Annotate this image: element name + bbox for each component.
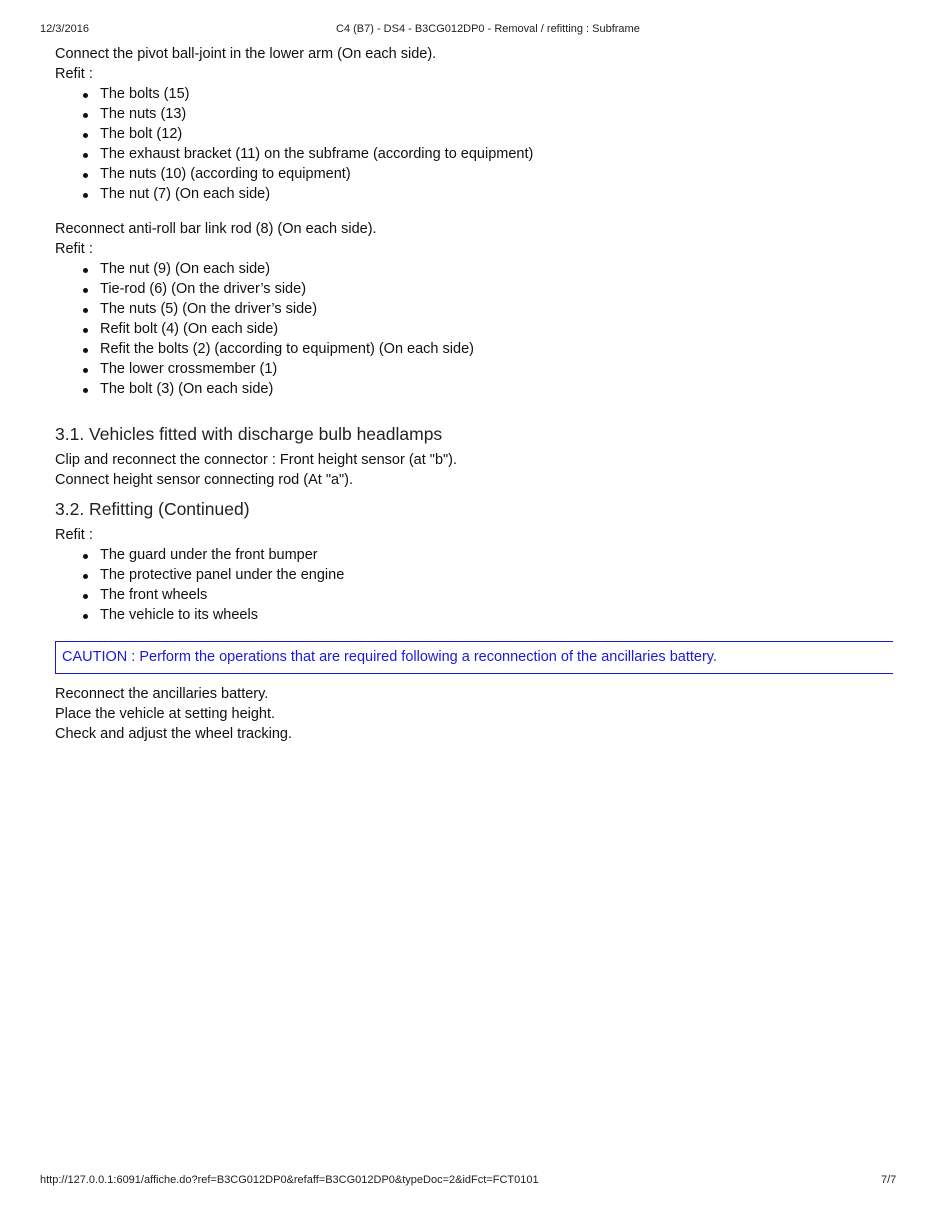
list-item: The nuts (10) (according to equipment) — [100, 166, 351, 182]
instruction-text: Reconnect the ancillaries battery. — [55, 686, 269, 702]
refit-label: Refit : — [55, 527, 93, 543]
refit-label: Refit : — [55, 66, 93, 82]
instruction-text: Connect height sensor connecting rod (At "a"). — [55, 472, 354, 488]
list-item: Refit the bolts (2) (according to equipment) (On each side) — [100, 341, 474, 357]
caution-box — [55, 641, 893, 674]
instruction-text: Connect the pivot ball-joint in the lower arm (On each side). — [55, 46, 437, 62]
refit-label: Refit : — [55, 241, 93, 257]
print-title: C4 (B7) - DS4 - B3CG012DP0 - Removal / refitting : Subframe — [336, 23, 640, 35]
instruction-text: Check and adjust the wheel tracking. — [55, 726, 292, 742]
caution-text: CAUTION : Perform the operations that are required following a reconnection of the ancillaries battery. — [62, 649, 717, 665]
print-date: 12/3/2016 — [40, 23, 89, 35]
list-item: The lower crossmember (1) — [100, 361, 278, 377]
section-heading: 3.1. Vehicles fitted with discharge bulb headlamps — [55, 424, 443, 444]
page-number: 7/7 — [881, 1174, 897, 1186]
list-item: The bolt (3) (On each side) — [100, 381, 274, 397]
section-heading: 3.2. Refitting (Continued) — [55, 499, 250, 519]
list-item: The guard under the front bumper — [100, 547, 318, 563]
list-item: The bolts (15) — [100, 86, 190, 102]
instruction-text: Reconnect anti-roll bar link rod (8) (On each side). — [55, 221, 377, 237]
list-item: The exhaust bracket (11) on the subframe (according to equipment) — [100, 146, 534, 162]
list-item: The nut (7) (On each side) — [100, 186, 271, 202]
list-item: The nuts (13) — [100, 106, 187, 122]
list-item: Refit bolt (4) (On each side) — [100, 321, 279, 337]
instruction-text: Place the vehicle at setting height. — [55, 706, 276, 722]
list-item: The nuts (5) (On the driver’s side) — [100, 301, 318, 317]
footer-url: http://127.0.0.1:6091/affiche.do?ref=B3CG012DP0&refaff=B3CG012DP0&typeDoc=2&idFct=FCT0101 — [40, 1174, 539, 1186]
list-item: The vehicle to its wheels — [100, 607, 258, 623]
list-item: The front wheels — [100, 587, 208, 603]
list-item: The nut (9) (On each side) — [100, 261, 271, 277]
instruction-text: Clip and reconnect the connector : Front height sensor (at "b"). — [55, 452, 458, 468]
list-item: Tie-rod (6) (On the driver’s side) — [100, 281, 307, 297]
list-item: The protective panel under the engine — [100, 567, 345, 583]
list-item: The bolt (12) — [100, 126, 183, 142]
